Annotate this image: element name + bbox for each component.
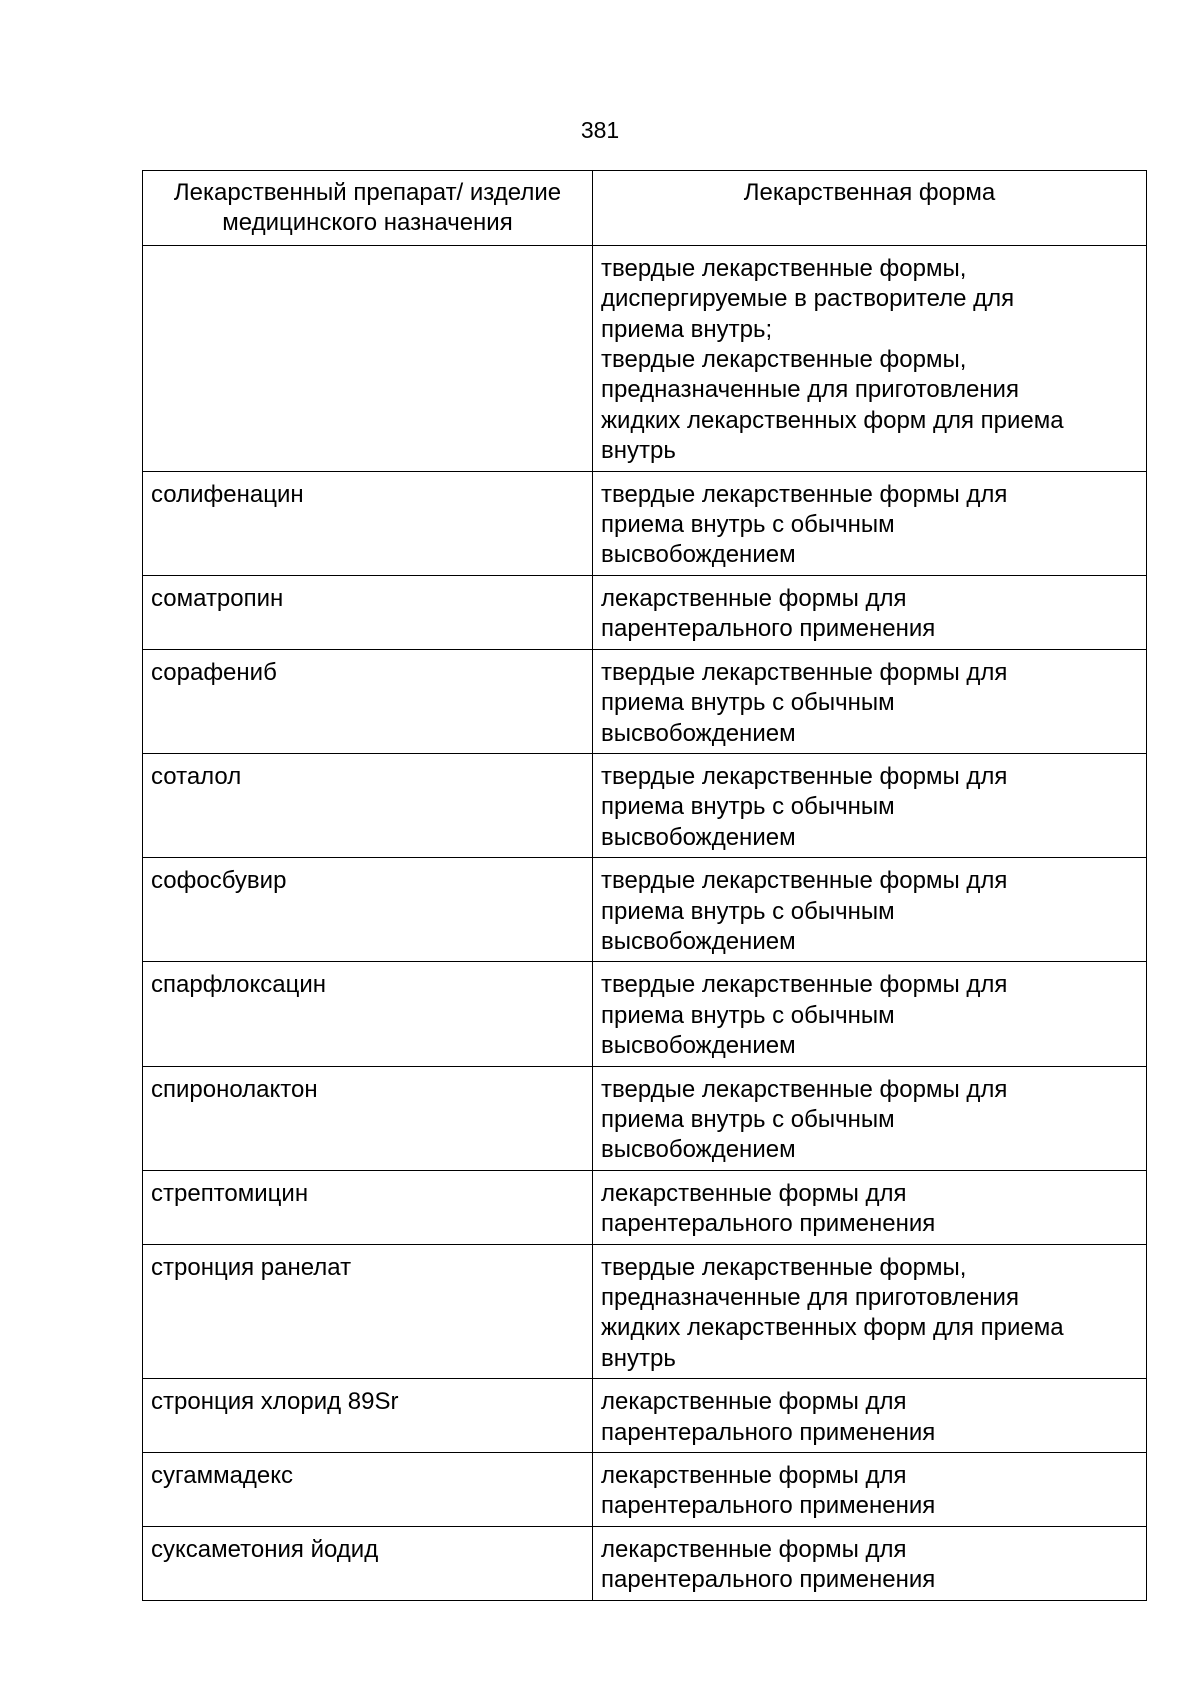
table-row [143,1526,1147,1600]
table-row [143,1379,1147,1453]
drug-cell: соталол [143,753,593,857]
drug-cell: сорафениб [143,649,593,753]
form-cell: лекарственные формы для парентерального применения [593,1170,1147,1244]
table-row [143,1066,1147,1170]
drug-cell: стронция ранелат [143,1244,593,1379]
drug-cell: сугаммадекс [143,1453,593,1527]
drug-cell [143,245,593,471]
drug-cell: суксаметония йодид [143,1526,593,1600]
form-cell: твердые лекарственные формы, диспергируемые в растворителе для приема внутрь; твердые лекарственные формы, предназначенные для приготовления жидких лекарственных форм для приема внутрь [593,245,1147,471]
table-row [143,858,1147,962]
drug-cell: стронция хлорид 89Sr [143,1379,593,1453]
drug-cell: софосбувир [143,858,593,962]
table-row [143,471,1147,575]
form-cell: лекарственные формы для парентерального применения [593,575,1147,649]
table-row [143,1244,1147,1379]
form-cell: твердые лекарственные формы для приема внутрь с обычным высвобождением [593,649,1147,753]
table-row [143,753,1147,857]
form-cell: твердые лекарственные формы для приема внутрь с обычным высвобождением [593,858,1147,962]
form-cell: твердые лекарственные формы для приема внутрь с обычным высвобождением [593,962,1147,1066]
table-header-row [143,171,1147,246]
drug-cell: спарфлоксацин [143,962,593,1066]
form-cell: лекарственные формы для парентерального применения [593,1379,1147,1453]
drug-form-table [142,170,1147,1601]
table-row [143,962,1147,1066]
table-row [143,1170,1147,1244]
form-cell: твердые лекарственные формы для приема внутрь с обычным высвобождением [593,471,1147,575]
form-cell: лекарственные формы для парентерального применения [593,1453,1147,1527]
header-form: Лекарственная форма [593,171,1147,246]
table-row [143,649,1147,753]
table-row [143,575,1147,649]
drug-cell: солифенацин [143,471,593,575]
drug-cell: спиронолактон [143,1066,593,1170]
page-number: 381 [580,117,620,143]
form-cell: лекарственные формы для парентерального применения [593,1526,1147,1600]
table-row [143,1453,1147,1527]
form-cell: твердые лекарственные формы для приема внутрь с обычным высвобождением [593,1066,1147,1170]
form-cell: твердые лекарственные формы, предназначенные для приготовления жидких лекарственных форм для приема внутрь [593,1244,1147,1379]
table-row [143,245,1147,471]
form-cell: твердые лекарственные формы для приема внутрь с обычным высвобождением [593,753,1147,857]
header-drug: Лекарственный препарат/ изделие медицинского назначения [143,171,593,246]
drug-cell: стрептомицин [143,1170,593,1244]
drug-cell: соматропин [143,575,593,649]
